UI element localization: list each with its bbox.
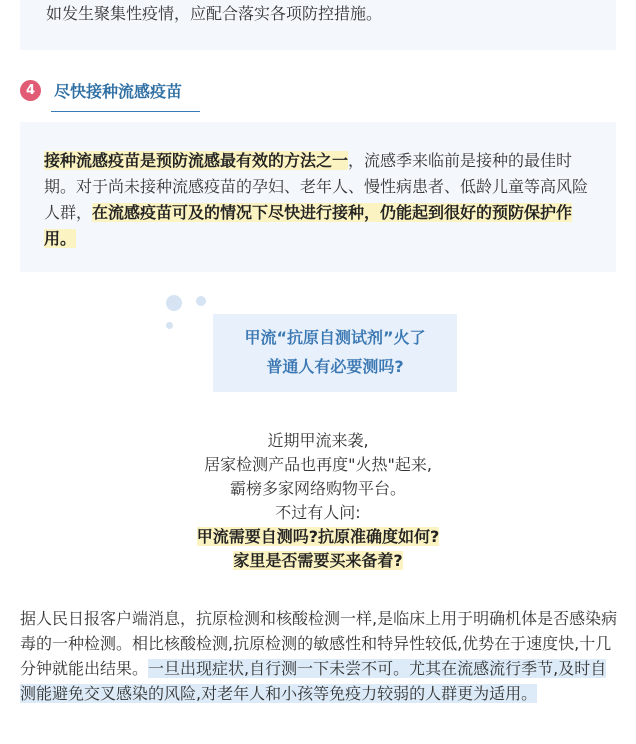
center-bold-text-1: 甲流需要自测吗?抗原准确度如何?: [196, 527, 440, 546]
question-line-2: 普通人有必要测吗?: [266, 357, 404, 376]
bottom-paragraph-normal: 据人民日报客户端消息，抗原检测和核酸检测一样,是临床上用于明确机体是否感染病毒的一种检测。相比核酸检测,抗原检测的敏感性和特异性较低,优势在于速度快,十几分钟就能出结果。: [20, 609, 618, 678]
intro-text: 如发生聚集性疫情，应配合落实各项防控措施。: [46, 4, 383, 23]
decor-dot-small: [166, 322, 173, 329]
vaccine-bold-2: 在流感疫苗可及的情况下尽快进行接种，仍能起到很好的预防保护作用。: [44, 203, 573, 248]
section-title-underline: [51, 111, 200, 112]
center-line-3: 霸榜多家网络购物平台。: [229, 479, 406, 498]
center-line-2: 居家检测产品也再度"火热"起来,: [204, 455, 432, 474]
decor-dot-large: [166, 295, 182, 311]
center-line-4: 不过有人问:: [275, 503, 361, 522]
vaccine-box: [20, 122, 616, 272]
center-text-block: [0, 429, 636, 573]
bottom-paragraph-highlight: 一旦出现症状,自行测一下未尝不可。尤其在流感流行季节,及时自测能避免交叉感染的风险,对老年人和小孩等免疫力较弱的人群更为适用。: [20, 659, 607, 703]
vaccine-bold-1: 接种流感疫苗是预防流感最有效的方法之一: [44, 151, 349, 170]
bottom-paragraph: [20, 606, 618, 706]
center-bold-text-2: 家里是否需要买来备着?: [233, 551, 403, 570]
section-number-badge: 4: [20, 80, 41, 101]
vaccine-normal-1: ，流感季来临前是接种的最佳时期。对于尚未接种流感疫苗的孕妇、老年人、慢性病患者、低龄儿童等高风险人群，: [44, 151, 589, 222]
decor-dot-medium: [196, 296, 206, 306]
section-title: 尽快接种流感疫苗: [54, 82, 183, 101]
question-box: [213, 314, 457, 392]
center-bold-line-2: [0, 549, 636, 573]
center-line-1: 近期甲流来袭,: [267, 431, 369, 450]
question-line-1: 甲流“抗原自测试剂”火了: [244, 328, 426, 347]
center-bold-line-1: [0, 525, 636, 549]
intro-box: [20, 0, 616, 50]
vaccine-paragraph: [44, 148, 594, 252]
